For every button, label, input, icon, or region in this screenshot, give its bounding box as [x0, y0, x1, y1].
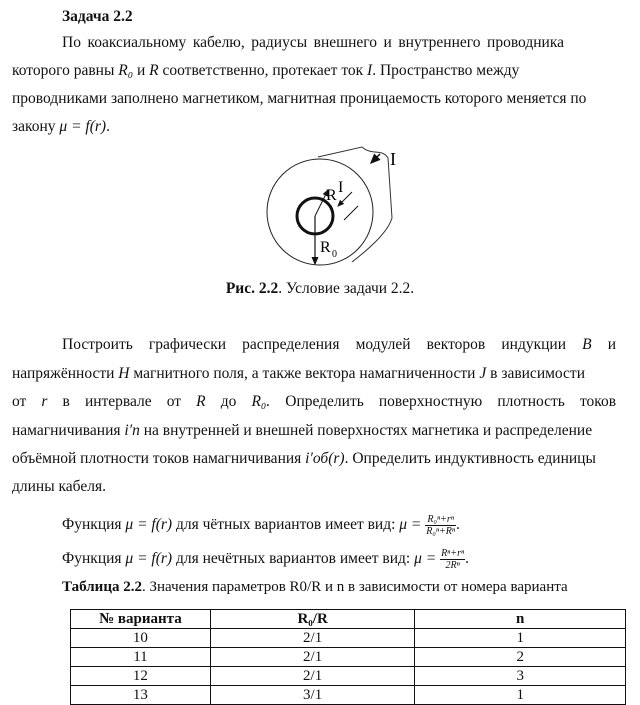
symbol-R0: R₀. — [251, 393, 271, 410]
table-title-text: . Значения параметров R0/R и n в зависимости от номера варианта — [141, 579, 568, 595]
symbol-volume-current: i′об(r) — [305, 450, 345, 467]
radius-outer-label: R — [320, 239, 331, 256]
word: Построить — [62, 336, 133, 353]
fraction-numerator: R₀ⁿ+rⁿ — [425, 514, 456, 526]
word: индукции — [501, 336, 567, 353]
parameters-table — [70, 609, 626, 705]
header-ratio: R₀/R — [210, 610, 415, 629]
symbol-H: H — [118, 365, 130, 382]
table-row — [71, 686, 626, 705]
problem-line-5 — [12, 450, 628, 468]
word: в — [62, 393, 70, 410]
word: интервале — [84, 393, 152, 410]
fraction-denominator: R₀ⁿ+Rⁿ — [426, 526, 456, 537]
cell-variant: 10 — [71, 629, 211, 648]
task-text-line-2 — [12, 62, 628, 80]
word: до — [220, 393, 237, 410]
current-arrow-inner-2 — [344, 206, 358, 220]
cell-ratio: 2/1 — [210, 648, 415, 667]
symbol-surface-current: i′п — [124, 422, 140, 439]
cell-variant: 13 — [71, 686, 211, 705]
table-row — [71, 629, 626, 648]
table-title — [62, 579, 568, 596]
problem-text: объёмной плотности токов намагничивания — [12, 450, 306, 467]
func-text: для чётных вариантов имеет вид: — [172, 516, 400, 534]
word: токов — [579, 393, 617, 410]
formula-mu: μ = f(r) — [125, 516, 173, 534]
task-text: проводниками заполнено магнетиком, магнитная проницаемость которого меняется по — [12, 90, 587, 107]
formula-mu-eq: μ = — [399, 516, 422, 534]
symbol-r: r — [41, 393, 48, 410]
word: от — [166, 393, 182, 410]
task-text-line-3 — [12, 90, 628, 108]
word: графически — [148, 336, 227, 353]
cell-n: 1 — [415, 629, 626, 648]
func-text: Функция — [62, 550, 126, 568]
task-text: закону — [12, 118, 60, 135]
symbol-I: I — [367, 62, 373, 79]
problem-line-6 — [12, 478, 628, 496]
figure-caption — [0, 280, 640, 298]
current-label-inner: I — [338, 179, 344, 196]
coax-cable-figure — [240, 140, 420, 280]
word: Определить — [285, 393, 364, 410]
header-n: n — [415, 610, 626, 629]
cell-variant: 12 — [71, 667, 211, 686]
problem-text: намагничивания — [12, 422, 125, 439]
task-text: и — [133, 62, 150, 79]
word: плотность — [497, 393, 565, 410]
func-text: Функция — [62, 516, 126, 534]
problem-text: в зависимости — [486, 365, 586, 382]
problem-line-3 — [12, 393, 616, 411]
word: от — [12, 393, 27, 410]
header-variant: № варианта — [71, 610, 211, 629]
cell-ratio: 2/1 — [210, 629, 415, 648]
task-text-line-1 — [62, 34, 564, 52]
word: поверхностную — [378, 393, 483, 410]
caption-label: Рис. 2.2 — [225, 280, 279, 297]
fraction-even — [425, 514, 456, 537]
cell-ratio: 3/1 — [210, 686, 415, 705]
radius-outer-subscript: 0 — [332, 249, 337, 260]
func-text: . — [465, 550, 469, 568]
symbol-B: B — [582, 336, 592, 353]
word: распределения — [242, 336, 340, 353]
table-row — [71, 667, 626, 686]
word: и — [607, 336, 616, 353]
fraction-odd — [440, 548, 465, 571]
word: модулей — [355, 336, 411, 353]
current-label-outer: I — [390, 149, 396, 169]
problem-text: на внутренней и внешней поверхностях магнетика и распределение — [139, 422, 593, 439]
formula-mu: μ = f(r) — [125, 550, 173, 568]
function-odd — [62, 548, 469, 571]
symbol-R: R — [149, 62, 159, 79]
current-arrow-outer — [371, 154, 380, 163]
func-text: . — [456, 516, 460, 534]
fraction-denominator: 2Rⁿ — [445, 560, 460, 571]
problem-text: напряжённости — [12, 365, 119, 382]
task-title: Задача 2.2 — [62, 8, 133, 25]
problem-text: длины кабеля. — [12, 478, 106, 495]
cell-n: 3 — [415, 667, 626, 686]
fraction-numerator: Rⁿ+rⁿ — [441, 548, 465, 559]
table-row — [71, 648, 626, 667]
formula-mu-eq: μ = — [414, 550, 437, 568]
task-text: По коаксиальному кабелю, радиусы внешнего и внутреннего проводника — [62, 34, 564, 51]
symbol-J: J — [479, 365, 487, 382]
problem-line-1 — [62, 336, 616, 354]
cell-n: 2 — [415, 648, 626, 667]
word: векторов — [426, 336, 486, 353]
cell-ratio: 2/1 — [210, 667, 415, 686]
symbol-R: R — [196, 393, 206, 410]
table-header-row — [71, 610, 626, 629]
problem-text: . Определить индуктивность единицы — [344, 450, 596, 467]
caption-text: . Условие задачи 2.2. — [278, 280, 415, 297]
cell-variant: 11 — [71, 648, 211, 667]
formula-mu: μ = f(r) — [59, 118, 107, 135]
task-text: . — [106, 118, 110, 135]
problem-line-2 — [12, 365, 628, 383]
task-text-line-4 — [12, 118, 628, 136]
function-even — [62, 514, 460, 537]
problem-line-4 — [12, 422, 628, 440]
task-text: . Пространство между — [372, 62, 520, 79]
symbol-R0: R₀ — [118, 62, 134, 79]
func-text: для нечётных вариантов имеет вид: — [172, 550, 415, 568]
problem-text: магнитного поля, а также вектора намагниченности — [129, 365, 480, 382]
table-label: Таблица 2.2 — [62, 579, 142, 595]
cell-n: 1 — [415, 686, 626, 705]
radius-inner-label: R — [326, 187, 337, 204]
task-text: соответственно, протекает ток — [158, 62, 368, 79]
task-text: которого равны — [12, 62, 119, 79]
